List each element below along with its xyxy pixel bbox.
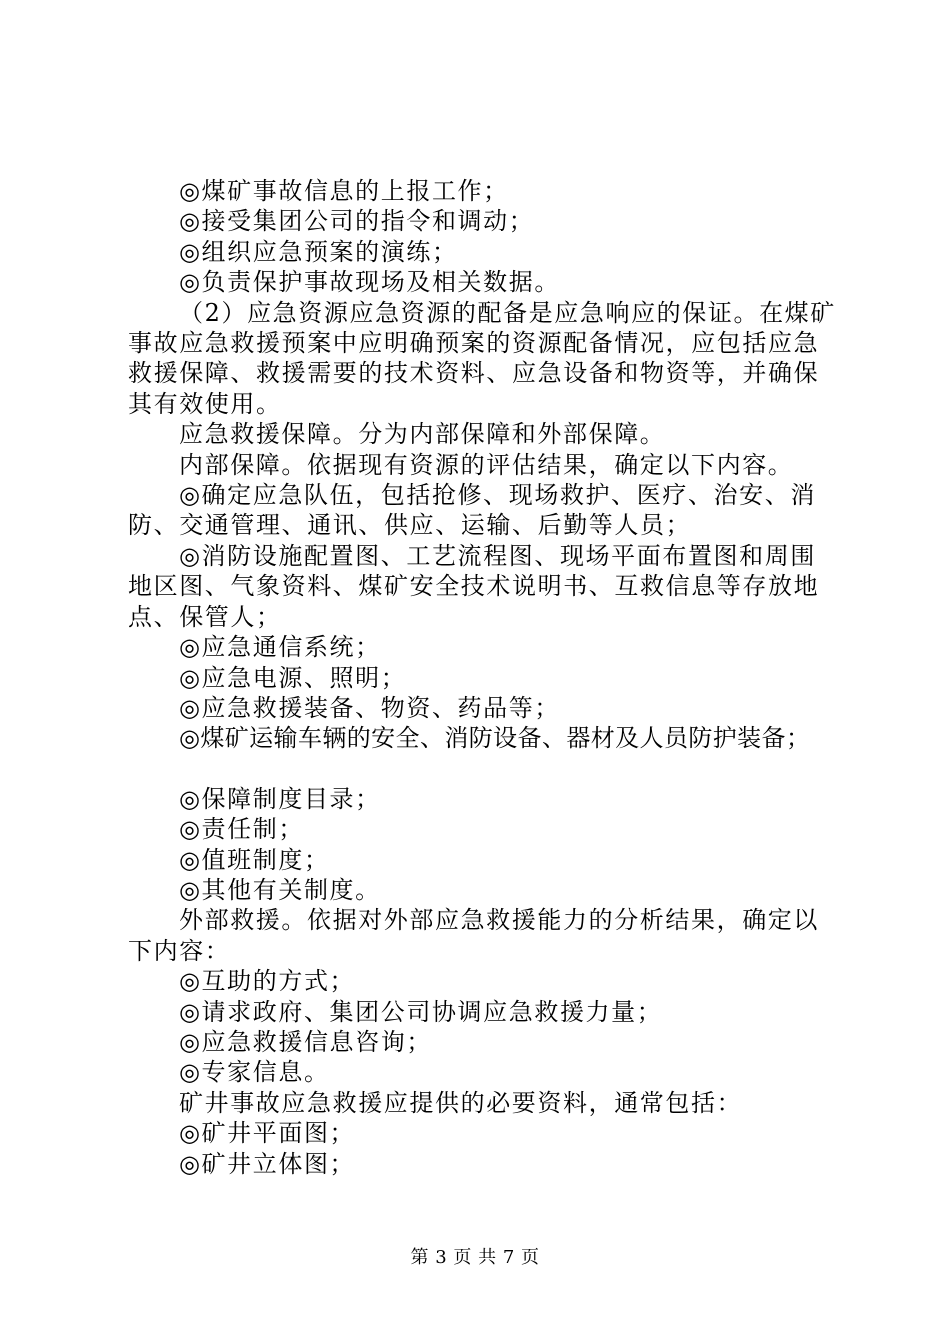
list-item: ◎应急电源、照明； bbox=[179, 663, 407, 692]
list-item: ◎煤矿事故信息的上报工作； bbox=[179, 177, 509, 205]
list-item: ◎其他有关制度。 bbox=[179, 875, 381, 904]
list-item: ◎消防设施配置图、工艺流程图、现场平面布置图和周围地区图、气象资料、煤矿安全技术说明书、互救信息等存放地点、保管人； bbox=[128, 541, 820, 631]
page-number-footer: 第 3 页 共 7 页 bbox=[410, 1247, 540, 1268]
section-paragraph-resources: （2）应急资源应急资源的配备是应急响应的保证。在煤矿事故应急救援预案中应明确预案的资源配备情况，应包括应急救援保障、救援需要的技术资料、应急设备和物资等，并确保其有效使用。 bbox=[128, 298, 836, 418]
list-item: ◎矿井平面图； bbox=[179, 1119, 356, 1148]
paragraph-required-materials: 矿井事故应急救援应提供的必要资料，通常包括： bbox=[179, 1088, 743, 1117]
list-item: ◎值班制度； bbox=[179, 845, 330, 874]
list-item: ◎煤矿运输车辆的安全、消防设备、器材及人员防护装备； bbox=[179, 724, 811, 753]
list-item: ◎确定应急队伍，包括抢修、现场救护、医疗、治安、消防、交通管理、通讯、供应、运输、后勤等人员； bbox=[128, 481, 816, 540]
document-body bbox=[128, 176, 838, 1179]
list-item: ◎接受集团公司的指令和调动； bbox=[179, 207, 535, 236]
list-item: ◎保障制度目录； bbox=[179, 784, 381, 813]
paragraph-internal-support: 内部保障。依据现有资源的评估结果，确定以下内容。 bbox=[179, 450, 794, 479]
list-item: ◎应急救援装备、物资、药品等； bbox=[179, 693, 560, 722]
list-item: ◎组织应急预案的演练； bbox=[179, 237, 458, 266]
list-item: ◎负责保护事故现场及相关数据。 bbox=[179, 268, 560, 297]
list-item: ◎责任制； bbox=[179, 815, 304, 844]
list-item: ◎专家信息。 bbox=[179, 1058, 330, 1087]
list-item: ◎互助的方式； bbox=[179, 967, 356, 996]
list-item: ◎请求政府、集团公司协调应急救援力量； bbox=[179, 997, 663, 1026]
list-item: ◎应急救援信息咨询； bbox=[179, 1027, 432, 1056]
paragraph-rescue-support: 应急救援保障。分为内部保障和外部保障。 bbox=[179, 420, 666, 449]
list-item: ◎矿井立体图； bbox=[179, 1149, 356, 1178]
paragraph-external-rescue: 外部救援。依据对外部应急救援能力的分析结果，确定以下内容： bbox=[128, 906, 819, 965]
list-item: ◎应急通信系统； bbox=[179, 633, 381, 662]
